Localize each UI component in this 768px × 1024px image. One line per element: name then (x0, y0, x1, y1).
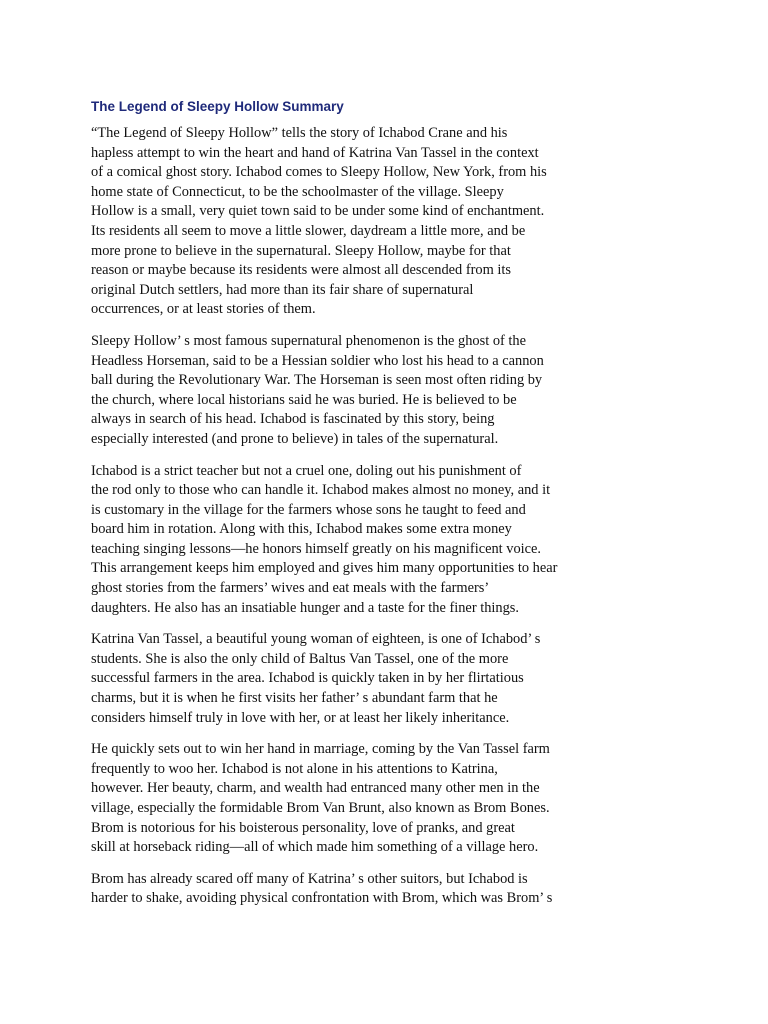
text-line: teaching singing lessons—he honors himself greatly on his magnificent voice. (91, 540, 542, 557)
text-line: charms, but it is when he first visits her father’ s abundant farm that he (91, 690, 498, 707)
text-line: Hollow is a small, very quiet town said to be under some kind of enchantment. (91, 203, 545, 220)
text-line: This arrangement keeps him employed and gives him many opportunities to hear (91, 560, 558, 577)
text-line: harder to shake, avoiding physical confrontation with Brom, which was Brom’ s (91, 890, 553, 907)
text-line: village, especially the formidable Brom Van Brunt, also known as Brom Bones. (91, 800, 550, 816)
text-line: “The Legend of Sleepy Hollow” tells the story of Ichabod Crane and his (91, 125, 508, 141)
paragraph (91, 124, 691, 320)
text-line: successful farmers in the area. Ichabod is quickly taken in by her flirtatious (91, 670, 524, 687)
paragraph (91, 462, 691, 619)
paragraph (91, 630, 691, 728)
text-line: skill at horseback riding—all of which made him something of a village hero. (91, 839, 539, 856)
text-line: frequently to woo her. Ichabod is not alone in his attentions to Katrina, (91, 760, 498, 777)
text-line: the church, where local historians said he was buried. He is believed to be (91, 391, 517, 408)
text-line: Its residents all seem to move a little slower, daydream a little more, and be (91, 222, 526, 239)
text-line: Headless Horseman, said to be a Hessian soldier who lost his head to a cannon (91, 352, 544, 369)
text-line: is customary in the village for the farmers whose sons he taught to feed and (91, 501, 526, 518)
text-line: especially interested (and prone to believe) in tales of the supernatural. (91, 430, 499, 447)
text-line: Katrina Van Tassel, a beautiful young woman of eighteen, is one of Ichabod’ s (91, 631, 541, 648)
text-line: He quickly sets out to win her hand in marriage, coming by the Van Tassel farm (91, 741, 550, 758)
document-body (91, 124, 691, 921)
text-line: Ichabod is a strict teacher but not a cruel one, doling out his punishment of (91, 462, 522, 479)
paragraph (91, 870, 691, 909)
text-line: hapless attempt to win the heart and hand of Katrina Van Tassel in the context (91, 144, 539, 161)
text-line: original Dutch settlers, had more than its fair share of supernatural (91, 281, 474, 298)
text-line: however. Her beauty, charm, and wealth had entranced many other men in the (91, 780, 540, 797)
text-line: Brom has already scared off many of Katrina’ s other suitors, but Ichabod is (91, 870, 528, 887)
text-line: always in search of his head. Ichabod is fascinated by this story, being (91, 411, 495, 428)
document-title: The Legend of Sleepy Hollow Summary (91, 99, 344, 114)
text-line: more prone to believe in the supernatural. Sleepy Hollow, maybe for that (91, 242, 511, 259)
text-line: Sleepy Hollow’ s most famous supernatural phenomenon is the ghost of the (91, 332, 526, 349)
text-line: home state of Connecticut, to be the schoolmaster of the village. Sleepy (91, 183, 504, 200)
text-line: board him in rotation. Along with this, Ichabod makes some extra money (91, 521, 512, 538)
text-line: students. She is also the only child of Baltus Van Tassel, one of the more (91, 650, 509, 667)
text-line: occurrences, or at least stories of them. (91, 301, 316, 318)
text-line: daughters. He also has an insatiable hunger and a taste for the finer things. (91, 599, 519, 616)
text-line: of a comical ghost story. Ichabod comes to Sleepy Hollow, New York, from his (91, 164, 547, 181)
text-line: the rod only to those who can handle it. Ichabod makes almost no money, and it (91, 482, 551, 499)
text-line: reason or maybe because its residents were almost all descended from its (91, 262, 511, 279)
text-line: ball during the Revolutionary War. The Horseman is seen most often riding by (91, 372, 543, 389)
text-line: considers himself truly in love with her, or at least her likely inheritance. (91, 709, 510, 726)
text-line: ghost stories from the farmers’ wives and eat meals with the farmers’ (91, 580, 490, 597)
paragraph (91, 332, 691, 450)
paragraph (91, 740, 691, 858)
text-line: Brom is notorious for his boisterous personality, love of pranks, and great (91, 819, 515, 836)
